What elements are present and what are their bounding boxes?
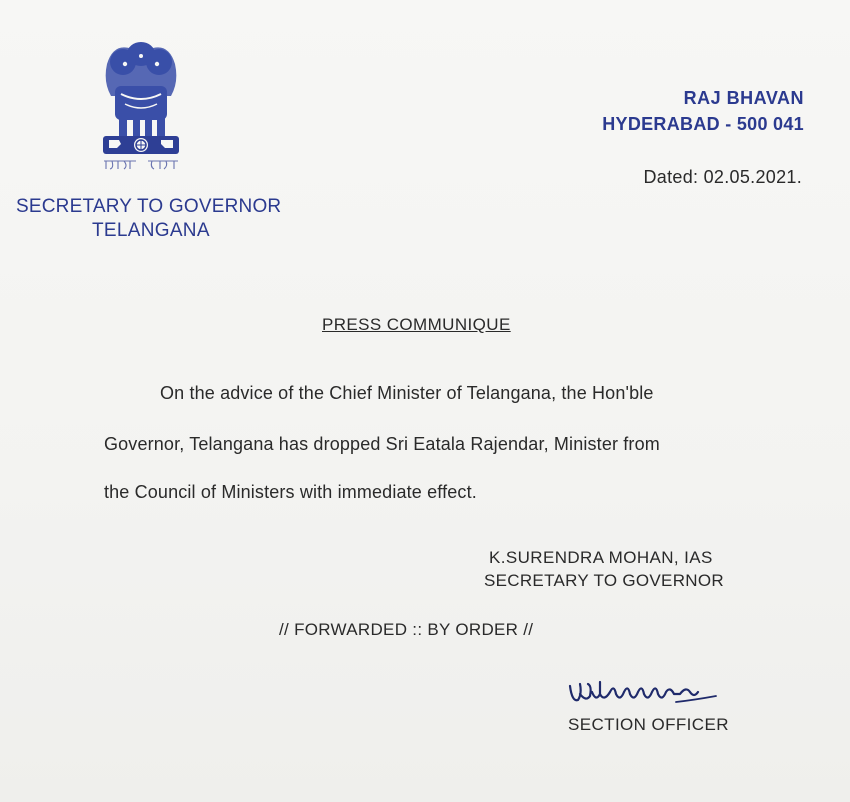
document-date: Dated: 02.05.2021. [643, 167, 802, 187]
address-line-1: RAJ BHAVAN [683, 88, 804, 108]
handwritten-signature [566, 672, 731, 714]
national-emblem-icon [95, 34, 187, 174]
office-name: SECRETARY TO GOVERNOR [16, 196, 282, 217]
body-line-1: On the advice of the Chief Minister of Telangana, the Hon'ble [160, 383, 654, 403]
document-heading: PRESS COMMUNIQUE [322, 315, 511, 334]
emblem-motto [98, 158, 184, 172]
section-officer-title: SECTION OFFICER [568, 715, 729, 734]
body-line-2: Governor, Telangana has dropped Sri Eatala Rajendar, Minister from [104, 434, 660, 454]
address-line-2: HYDERABAD - 500 041 [602, 114, 804, 134]
body-line-3: the Council of Ministers with immediate effect. [104, 482, 477, 502]
forwarded-line: // FORWARDED :: BY ORDER // [279, 620, 534, 639]
signatory-title: SECRETARY TO GOVERNOR [484, 571, 724, 590]
office-state: TELANGANA [92, 220, 210, 241]
signatory-name: K.SURENDRA MOHAN, IAS [489, 548, 713, 567]
